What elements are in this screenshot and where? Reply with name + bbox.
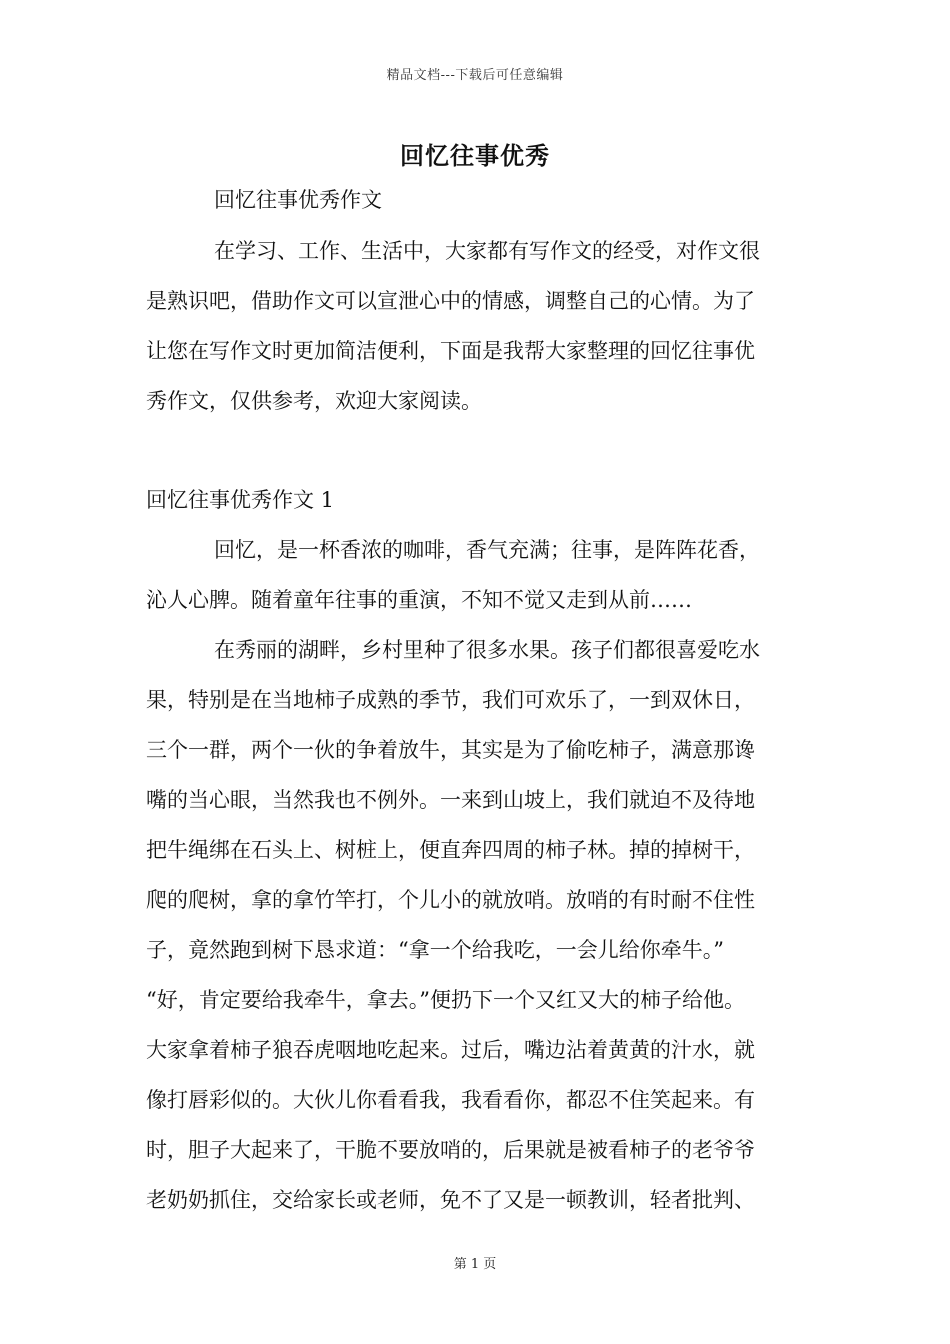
page-number: 第 1 页 — [453, 1257, 497, 1272]
paragraph-line: 把牛绳绑在石头上、树桩上，便直奔四周的柿子林。掉的掉树干， — [146, 838, 755, 862]
intro-line: 秀作文，仅供参考，欢迎大家阅读。 — [146, 389, 482, 413]
paragraph-line: 果，特别是在当地柿子成熟的季节，我们可欢乐了，一到双休日， — [146, 688, 755, 712]
paragraph-line: 时，胆子大起来了，干脆不要放哨的，后果就是被看柿子的老爷爷 — [146, 1138, 755, 1162]
intro-line: 是熟识吧，借助作文可以宣泄心中的情感，调整自己的心情。为了 — [146, 289, 755, 313]
paragraph-line: 大家拿着柿子狼吞虎咽地吃起来。过后，嘴边沾着黄黄的汁水，就 — [146, 1038, 755, 1062]
document-title: 回忆往事优秀 — [400, 141, 550, 170]
paragraph-line: 像打唇彩似的。大伙儿你看看我，我看看你，都忍不住笑起来。有 — [146, 1088, 755, 1112]
paragraph-line: 三个一群，两个一伙的争着放牛，其实是为了偷吃柿子，满意那谗 — [146, 738, 755, 762]
paragraph-line: 爬的爬树，拿的拿竹竿打，个儿小的就放哨。放哨的有时耐不住性 — [146, 888, 755, 912]
paragraph-line: 回忆，是一杯香浓的咖啡，香气充满；往事，是阵阵花香， — [214, 538, 760, 562]
paragraph-line: 在秀丽的湖畔，乡村里种了很多水果。孩子们都很喜爱吃水 — [214, 638, 760, 662]
paragraph-line: 子，竟然跑到树下恳求道：“拿一个给我吃，一会儿给你牵牛。” — [146, 938, 724, 962]
section-heading: 回忆往事优秀作文 1 — [146, 488, 335, 512]
intro-line: 在学习、工作、生活中，大家都有写作文的经受，对作文很 — [214, 239, 760, 263]
intro-line: 让您在写作文时更加简洁便利，下面是我帮大家整理的回忆往事优 — [146, 339, 755, 363]
paragraph-line: 嘴的当心眼，当然我也不例外。一来到山坡上，我们就迫不及待地 — [146, 788, 755, 812]
paragraph-line: 老奶奶抓住，交给家长或老师，免不了又是一顿教训，轻者批判、 — [146, 1188, 755, 1212]
page-header: 精品文档---下载后可任意编辑 — [386, 68, 564, 83]
subtitle: 回忆往事优秀作文 — [214, 188, 382, 212]
paragraph-line: “好，肯定要给我牵牛，拿去。”便扔下一个又红又大的柿子给他。 — [146, 988, 745, 1012]
paragraph-line: 沁人心脾。随着童年往事的重演，不知不觉又走到从前…… — [146, 588, 692, 612]
